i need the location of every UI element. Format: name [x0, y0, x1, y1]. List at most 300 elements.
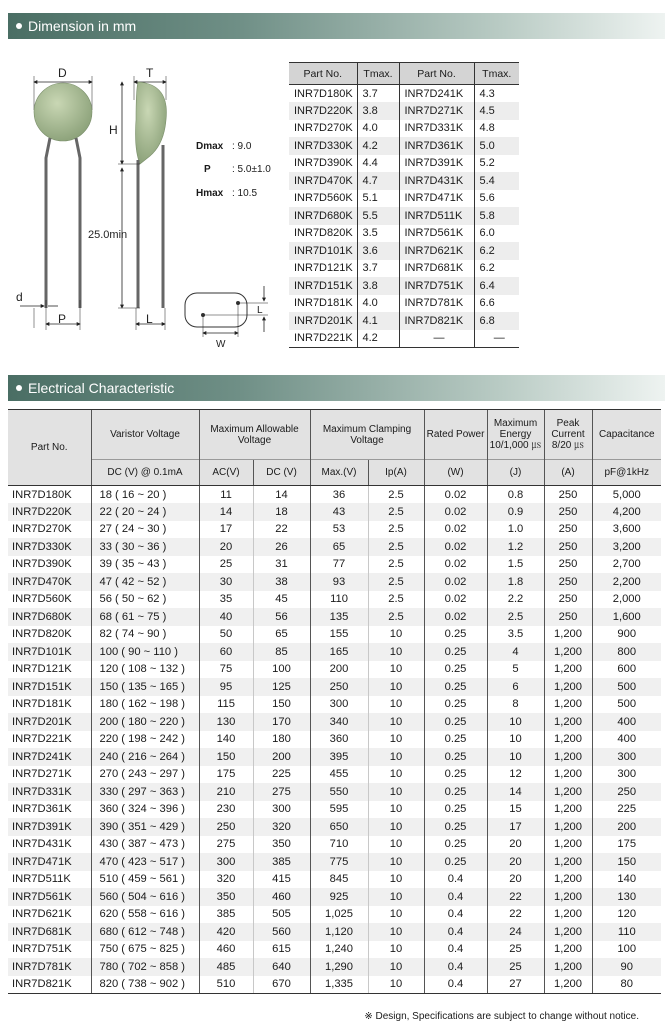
table-row	[8, 696, 661, 714]
cell-dc-v: 65	[253, 626, 310, 644]
cell-dc-v: 320	[253, 818, 310, 836]
unit-pf: pF@1kHz	[592, 460, 661, 486]
tmax-cell: 4.7	[357, 172, 399, 190]
tmax-cell: INR7D621K	[399, 242, 474, 260]
cell-varistor-voltage: 620 ( 558 ~ 616 )	[91, 906, 199, 924]
cell-clamp-ip: 10	[368, 626, 424, 644]
cell-dc-v: 150	[253, 696, 310, 714]
cell-capacitance: 800	[592, 643, 661, 661]
tmax-cell: 5.8	[474, 207, 519, 225]
cell-ac-v: 95	[199, 678, 253, 696]
tmax-cell: 4.1	[357, 312, 399, 330]
cell-energy: 8	[487, 696, 544, 714]
cell-clamp-ip: 10	[368, 713, 424, 731]
tmax-cell: INR7D821K	[399, 312, 474, 330]
header-part-no: Part No.	[8, 410, 91, 486]
section-title: Dimension in mm	[28, 18, 137, 34]
table-row	[8, 486, 661, 504]
tmax-table	[289, 62, 519, 348]
tmax-cell: INR7D121K	[294, 262, 353, 275]
cell-part-no: INR7D330K	[8, 538, 91, 556]
tmax-cell: —	[399, 330, 474, 348]
cell-ac-v: 485	[199, 958, 253, 976]
cell-rated-power: 0.25	[424, 801, 487, 819]
spec-dmax: Dmax : 9.0	[196, 141, 252, 152]
cell-clamp-max-v: 1,120	[310, 923, 368, 941]
cell-clamp-max-v: 395	[310, 748, 368, 766]
cell-capacitance: 3,200	[592, 538, 661, 556]
cell-part-no: INR7D180K	[12, 488, 72, 501]
cell-dc-v: 18	[253, 503, 310, 521]
cell-rated-power: 0.02	[424, 521, 487, 539]
cell-clamp-ip: 2.5	[368, 556, 424, 574]
tmax-row	[289, 260, 519, 278]
cell-ac-v: 30	[199, 573, 253, 591]
cell-dc-v: 180	[253, 731, 310, 749]
unit-dc: DC (V)	[253, 460, 310, 486]
cell-dc-v: 225	[253, 766, 310, 784]
tmax-cell: 5.0	[474, 137, 519, 155]
cell-peak-current: 250	[544, 486, 592, 504]
tmax-cell: INR7D221K	[289, 330, 357, 348]
cell-varistor-voltage: 39 ( 35 ~ 43 )	[91, 556, 199, 574]
cell-peak-current: 1,200	[544, 958, 592, 976]
cell-varistor-voltage: 200 ( 180 ~ 220 )	[91, 713, 199, 731]
cell-rated-power: 0.4	[424, 906, 487, 924]
table-row	[8, 556, 661, 574]
cell-energy: 20	[487, 853, 544, 871]
cell-clamp-ip: 10	[368, 731, 424, 749]
header-varistor-voltage: Varistor Voltage	[91, 410, 199, 460]
tmax-cell: INR7D561K	[404, 227, 464, 240]
cell-energy: 1.5	[487, 556, 544, 574]
tmax-row	[289, 330, 519, 348]
cell-varistor-voltage: 360 ( 324 ~ 396 )	[91, 801, 199, 819]
cell-dc-v: 640	[253, 958, 310, 976]
cell-dc-v: 14	[253, 486, 310, 504]
cell-clamp-ip: 2.5	[368, 608, 424, 626]
tmax-cell: INR7D681K	[404, 262, 464, 275]
cell-varistor-voltage: 150 ( 135 ~ 165 )	[91, 678, 199, 696]
cell-clamp-max-v: 93	[310, 573, 368, 591]
cell-peak-current: 250	[544, 591, 592, 609]
unit-w: (W)	[424, 460, 487, 486]
cell-clamp-ip: 2.5	[368, 503, 424, 521]
cell-ac-v: 60	[199, 643, 253, 661]
cell-clamp-max-v: 300	[310, 696, 368, 714]
tmax-cell: 4.2	[357, 137, 399, 155]
cell-part-no: INR7D511K	[12, 873, 71, 886]
cell-ac-v: 115	[199, 696, 253, 714]
cell-capacitance: 300	[592, 748, 661, 766]
cell-varistor-voltage: 180 ( 162 ~ 198 )	[91, 696, 199, 714]
cell-part-no: INR7D270K	[12, 523, 72, 536]
label-d: d	[16, 290, 23, 304]
cell-clamp-ip: 10	[368, 818, 424, 836]
cell-varistor-voltage: 33 ( 30 ~ 36 )	[91, 538, 199, 556]
cell-ac-v: 35	[199, 591, 253, 609]
cell-varistor-voltage: 680 ( 612 ~ 748 )	[91, 923, 199, 941]
cell-capacitance: 200	[592, 818, 661, 836]
cell-clamp-ip: 2.5	[368, 486, 424, 504]
cell-varistor-voltage: 330 ( 297 ~ 363 )	[91, 783, 199, 801]
cell-clamp-ip: 10	[368, 958, 424, 976]
tmax-row	[289, 295, 519, 313]
cell-energy: 3.5	[487, 626, 544, 644]
cell-rated-power: 0.25	[424, 766, 487, 784]
cell-dc-v: 100	[253, 661, 310, 679]
unit-varistor: DC (V) @ 0.1mA	[91, 460, 199, 486]
cell-clamp-ip: 2.5	[368, 538, 424, 556]
tmax-row	[289, 155, 519, 173]
cell-capacitance: 3,600	[592, 521, 661, 539]
cell-ac-v: 75	[199, 661, 253, 679]
cell-rated-power: 0.4	[424, 941, 487, 959]
cell-varistor-voltage: 120 ( 108 ~ 132 )	[91, 661, 199, 679]
cell-energy: 4	[487, 643, 544, 661]
cell-clamp-max-v: 775	[310, 853, 368, 871]
tmax-cell: 3.7	[357, 260, 399, 278]
tmax-row	[289, 312, 519, 330]
cell-rated-power: 0.02	[424, 608, 487, 626]
tmax-cell: 3.8	[357, 102, 399, 120]
cell-rated-power: 0.02	[424, 503, 487, 521]
cell-energy: 1.8	[487, 573, 544, 591]
cell-dc-v: 85	[253, 643, 310, 661]
table-row	[8, 783, 661, 801]
cell-capacitance: 225	[592, 801, 661, 819]
tmax-cell: INR7D390K	[294, 157, 353, 170]
cell-peak-current: 1,200	[544, 766, 592, 784]
cell-part-no: INR7D271K	[12, 768, 72, 781]
dimension-section-header	[8, 13, 665, 39]
cell-clamp-max-v: 53	[310, 521, 368, 539]
cell-energy: 1.0	[487, 521, 544, 539]
cell-part-no: INR7D820K	[12, 628, 72, 641]
unit-a: (A)	[544, 460, 592, 486]
cell-peak-current: 1,200	[544, 748, 592, 766]
cell-peak-current: 1,200	[544, 853, 592, 871]
tmax-cell: INR7D431K	[399, 172, 474, 190]
table-row	[8, 853, 661, 871]
cell-ac-v: 230	[199, 801, 253, 819]
cell-capacitance: 2,700	[592, 556, 661, 574]
table-row	[8, 731, 661, 749]
cell-dc-v: 670	[253, 976, 310, 994]
cell-capacitance: 110	[592, 923, 661, 941]
cell-ac-v: 210	[199, 783, 253, 801]
cell-clamp-ip: 10	[368, 871, 424, 889]
cell-part-no: INR7D361K	[12, 803, 72, 816]
cell-energy: 20	[487, 871, 544, 889]
tmax-cell: 4.5	[474, 102, 519, 120]
cell-energy: 17	[487, 818, 544, 836]
cell-clamp-max-v: 36	[310, 486, 368, 504]
label-W: W	[216, 339, 226, 350]
cell-dc-v: 350	[253, 836, 310, 854]
cell-energy: 27	[487, 976, 544, 994]
cell-clamp-max-v: 135	[310, 608, 368, 626]
cell-ac-v: 320	[199, 871, 253, 889]
table-row	[8, 871, 661, 889]
cell-dc-v: 415	[253, 871, 310, 889]
cell-rated-power: 0.02	[424, 486, 487, 504]
cell-part-no: INR7D751K	[12, 943, 72, 956]
unit-ip: Ip(A)	[368, 460, 424, 486]
unit-ac: AC(V)	[199, 460, 253, 486]
tmax-cell: 5.5	[357, 207, 399, 225]
cell-part-no: INR7D680K	[8, 608, 91, 626]
tmax-cell: INR7D201K	[289, 312, 357, 330]
cell-ac-v: 11	[199, 486, 253, 504]
cell-varistor-voltage: 220 ( 198 ~ 242 )	[91, 731, 199, 749]
cell-varistor-voltage: 27 ( 24 ~ 30 )	[91, 521, 199, 539]
cell-ac-v: 14	[199, 503, 253, 521]
table-row	[8, 818, 661, 836]
cell-peak-current: 1,200	[544, 801, 592, 819]
cell-varistor-voltage: 56 ( 50 ~ 62 )	[91, 591, 199, 609]
cell-dc-v: 170	[253, 713, 310, 731]
tmax-header-part-no-2: Part No.	[399, 63, 474, 85]
label-D: D	[58, 66, 67, 80]
cell-rated-power: 0.25	[424, 696, 487, 714]
cell-peak-current: 1,200	[544, 836, 592, 854]
cell-part-no: INR7D621K	[12, 908, 72, 921]
cell-rated-power: 0.25	[424, 643, 487, 661]
cell-dc-v: 31	[253, 556, 310, 574]
tmax-row	[289, 225, 519, 243]
cell-peak-current: 1,200	[544, 626, 592, 644]
cell-capacitance: 900	[592, 626, 661, 644]
cell-energy: 24	[487, 923, 544, 941]
cell-capacitance: 250	[592, 783, 661, 801]
tmax-cell: 4.0	[357, 295, 399, 313]
cell-ac-v: 460	[199, 941, 253, 959]
tmax-cell: INR7D101K	[289, 242, 357, 260]
table-row	[8, 626, 661, 644]
table-row	[8, 643, 661, 661]
table-row	[8, 713, 661, 731]
tmax-row	[289, 190, 519, 208]
tmax-cell: 5.2	[474, 155, 519, 173]
tmax-cell: INR7D470K	[289, 172, 357, 190]
cell-rated-power: 0.25	[424, 836, 487, 854]
tmax-row	[289, 242, 519, 260]
label-lead-length: 25.0min	[88, 229, 128, 241]
cell-clamp-max-v: 155	[310, 626, 368, 644]
tmax-header-tmax-2: Tmax.	[474, 63, 519, 85]
cell-clamp-max-v: 65	[310, 538, 368, 556]
cell-energy: 15	[487, 801, 544, 819]
cell-part-no: INR7D471K	[8, 853, 91, 871]
cell-peak-current: 1,200	[544, 661, 592, 679]
cell-varistor-voltage: 22 ( 20 ~ 24 )	[91, 503, 199, 521]
cell-clamp-ip: 10	[368, 696, 424, 714]
cell-energy: 25	[487, 941, 544, 959]
tmax-cell: INR7D391K	[404, 157, 464, 170]
cell-part-no: INR7D221K	[12, 733, 72, 746]
cell-part-no: INR7D181K	[12, 698, 72, 711]
label-small-L: L	[257, 305, 263, 316]
cell-capacitance: 4,200	[592, 503, 661, 521]
cell-rated-power: 0.25	[424, 713, 487, 731]
cell-varistor-voltage: 780 ( 702 ~ 858 )	[91, 958, 199, 976]
header-capacitance: Capacitance	[592, 410, 661, 460]
cell-peak-current: 1,200	[544, 678, 592, 696]
header-peak-current	[544, 410, 592, 460]
cell-varistor-voltage: 100 ( 90 ~ 110 )	[91, 643, 199, 661]
tmax-cell: INR7D781K	[404, 297, 464, 310]
cell-part-no: INR7D241K	[8, 748, 91, 766]
cell-part-no: INR7D431K	[12, 838, 72, 851]
cell-clamp-ip: 10	[368, 888, 424, 906]
cell-ac-v: 130	[199, 713, 253, 731]
cell-clamp-max-v: 550	[310, 783, 368, 801]
cell-rated-power: 0.25	[424, 853, 487, 871]
cell-capacitance: 175	[592, 836, 661, 854]
cell-capacitance: 500	[592, 678, 661, 696]
cell-clamp-max-v: 1,025	[310, 906, 368, 924]
cell-rated-power: 0.25	[424, 748, 487, 766]
cell-part-no: INR7D681K	[8, 923, 91, 941]
front-view	[20, 76, 92, 330]
cell-clamp-max-v: 165	[310, 643, 368, 661]
cell-rated-power: 0.02	[424, 591, 487, 609]
tmax-cell: 3.5	[357, 225, 399, 243]
cell-dc-v: 275	[253, 783, 310, 801]
cell-peak-current: 1,200	[544, 696, 592, 714]
cell-clamp-max-v: 650	[310, 818, 368, 836]
cell-peak-current: 250	[544, 573, 592, 591]
cell-dc-v: 615	[253, 941, 310, 959]
max-energy-sub: 10/1,000 ㎲	[489, 440, 542, 451]
cell-capacitance: 150	[592, 853, 661, 871]
tmax-cell: 6.2	[474, 242, 519, 260]
cell-capacitance: 100	[592, 941, 661, 959]
cell-energy: 12	[487, 766, 544, 784]
tmax-cell: 6.4	[474, 277, 519, 295]
cell-rated-power: 0.25	[424, 783, 487, 801]
cell-clamp-max-v: 1,335	[310, 976, 368, 994]
bullet-icon	[16, 385, 22, 391]
cell-varistor-voltage: 560 ( 504 ~ 616 )	[91, 888, 199, 906]
cell-clamp-max-v: 595	[310, 801, 368, 819]
cell-clamp-ip: 2.5	[368, 521, 424, 539]
cell-varistor-voltage: 68 ( 61 ~ 75 )	[91, 608, 199, 626]
cell-clamp-ip: 10	[368, 836, 424, 854]
cell-ac-v: 175	[199, 766, 253, 784]
tmax-cell: 4.3	[474, 85, 519, 103]
tmax-cell: INR7D270K	[294, 122, 353, 135]
cell-peak-current: 250	[544, 608, 592, 626]
table-row	[8, 888, 661, 906]
tmax-cell: 6.6	[474, 295, 519, 313]
peak-current-label: Peak Current	[551, 418, 585, 440]
cell-peak-current: 1,200	[544, 888, 592, 906]
tmax-cell: 5.6	[474, 190, 519, 208]
cell-ac-v: 420	[199, 923, 253, 941]
elec-unit-header-row	[8, 460, 661, 486]
cell-rated-power: 0.4	[424, 976, 487, 994]
cell-varistor-voltage: 18 ( 16 ~ 20 )	[91, 486, 199, 504]
table-row	[8, 573, 661, 591]
electrical-section-header	[8, 375, 665, 401]
tmax-cell: 6.2	[474, 260, 519, 278]
tmax-cell: 3.7	[357, 85, 399, 103]
cell-ac-v: 25	[199, 556, 253, 574]
tmax-cell: INR7D361K	[399, 137, 474, 155]
table-row	[8, 976, 661, 994]
cell-clamp-max-v: 200	[310, 661, 368, 679]
tmax-cell: 4.4	[357, 155, 399, 173]
cell-ac-v: 275	[199, 836, 253, 854]
cell-part-no: INR7D101K	[8, 643, 91, 661]
cell-rated-power: 0.4	[424, 958, 487, 976]
cell-energy: 1.2	[487, 538, 544, 556]
cell-energy: 20	[487, 836, 544, 854]
cell-clamp-ip: 10	[368, 643, 424, 661]
tmax-cell: 4.8	[474, 120, 519, 138]
table-row	[8, 766, 661, 784]
tmax-header-row	[289, 63, 519, 85]
tmax-cell: INR7D331K	[404, 122, 464, 135]
bullet-icon	[16, 23, 22, 29]
cell-clamp-ip: 10	[368, 766, 424, 784]
cell-ac-v: 510	[199, 976, 253, 994]
tmax-cell: 5.4	[474, 172, 519, 190]
cell-peak-current: 1,200	[544, 941, 592, 959]
tmax-cell: INR7D180K	[294, 87, 353, 100]
elec-body	[8, 486, 661, 994]
tmax-row	[289, 120, 519, 138]
header-rated-power: Rated Power	[424, 410, 487, 460]
top-view	[185, 286, 268, 337]
cell-clamp-max-v: 43	[310, 503, 368, 521]
cell-clamp-max-v: 710	[310, 836, 368, 854]
cell-part-no: INR7D560K	[12, 593, 72, 606]
cell-dc-v: 22	[253, 521, 310, 539]
tmax-row	[289, 207, 519, 225]
cell-rated-power: 0.25	[424, 731, 487, 749]
cell-part-no: INR7D821K	[8, 976, 91, 994]
spec-p: P : 5.0±1.0	[204, 164, 271, 175]
tmax-cell: 6.0	[474, 225, 519, 243]
cell-dc-v: 56	[253, 608, 310, 626]
cell-energy: 10	[487, 731, 544, 749]
table-row	[8, 923, 661, 941]
footnote: ※ Design, Specifications are subject to change without notice.	[364, 1011, 639, 1022]
cell-capacitance: 1,600	[592, 608, 661, 626]
cell-clamp-max-v: 1,290	[310, 958, 368, 976]
cell-ac-v: 17	[199, 521, 253, 539]
cell-capacitance: 2,000	[592, 591, 661, 609]
cell-peak-current: 250	[544, 521, 592, 539]
tmax-cell: 3.6	[357, 242, 399, 260]
cell-energy: 5	[487, 661, 544, 679]
tmax-cell: INR7D271K	[399, 102, 474, 120]
cell-rated-power: 0.02	[424, 538, 487, 556]
cell-rated-power: 0.02	[424, 573, 487, 591]
cell-clamp-ip: 10	[368, 923, 424, 941]
cell-capacitance: 500	[592, 696, 661, 714]
cell-clamp-max-v: 1,240	[310, 941, 368, 959]
cell-varistor-voltage: 240 ( 216 ~ 264 )	[91, 748, 199, 766]
cell-clamp-max-v: 360	[310, 731, 368, 749]
cell-part-no: INR7D390K	[12, 558, 72, 571]
cell-peak-current: 250	[544, 503, 592, 521]
tmax-row	[289, 137, 519, 155]
table-row	[8, 608, 661, 626]
